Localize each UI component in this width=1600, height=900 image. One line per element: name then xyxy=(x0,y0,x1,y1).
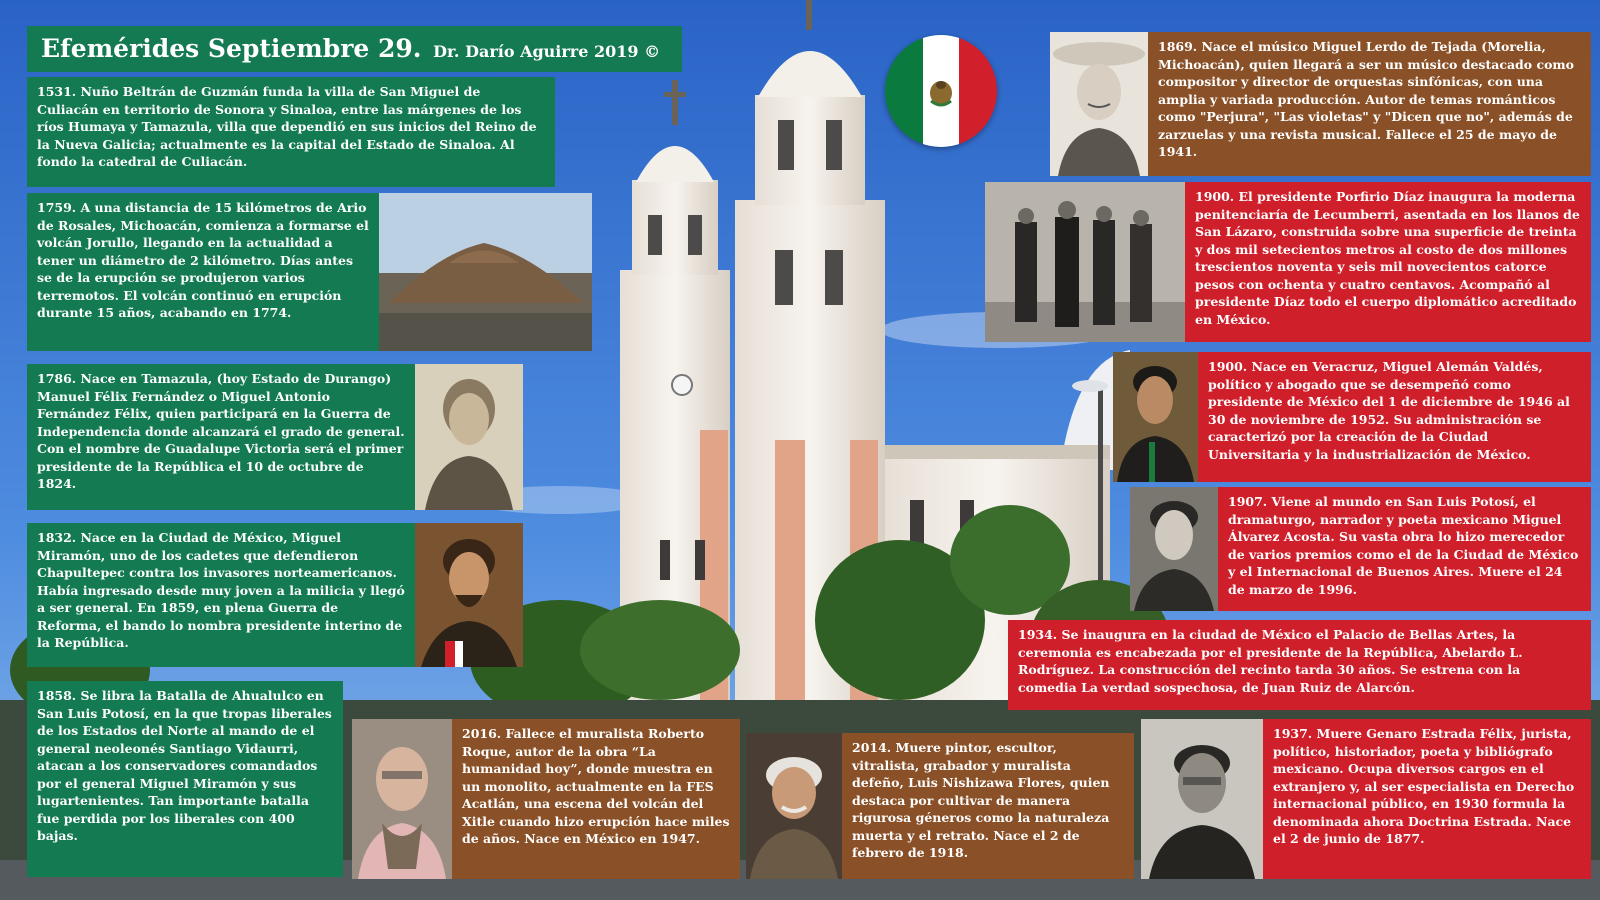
event-text: 1858. Se libra la Batalla de Ahualulco en San Luis Potosí, en la que tropas liberales de los Estados del Norte al mando de el general neoleonés Santiago Vidaurri, atacan a los conservadores comandados por el general Miguel Miramón y sus lugartenientes. Tan importante batalla fue perdida por los liberales con 400 bajas. xyxy=(37,688,332,843)
event-text: 1832. Nace en la Ciudad de México, Miguel Miramón, uno de los cadetes que defendieron Chapultepec contra los invasores norteamericanos. Había ingresado desde muy joven a la milicia y llegó a ser general. En 1859, en plena Guerra de Reforma, el bando lo nombra presidente interino de la República. xyxy=(37,530,405,650)
porfirio-diaz-lecumberri-photo xyxy=(985,182,1185,342)
event-1832 xyxy=(27,523,415,667)
event-2014 xyxy=(842,733,1134,879)
title-text: Efemérides Septiembre 29. xyxy=(41,34,422,63)
event-1900-aleman xyxy=(1198,352,1591,482)
event-1937 xyxy=(1263,719,1591,879)
miguel-lerdo-de-tejada-portrait xyxy=(1050,32,1148,176)
guadalupe-victoria-portrait xyxy=(415,364,523,510)
mexican-flag-icon xyxy=(885,35,997,147)
event-text: 1531. Nuño Beltrán de Guzmán funda la villa de San Miguel de Culiacán en territorio de Sonora y Sinaloa, entre las márgenes de los ríos Humaya y Tamazula, villa que dependió en sus inicios del Reino de la Nueva Galicia; actualmente es la capital del Estado de Sinaloa. Al fondo la catedral de Culiacán. xyxy=(37,84,537,169)
event-1869 xyxy=(1148,32,1591,176)
event-text: 1937. Muere Genaro Estrada Félix, jurista, político, historiador, poeta y bibliógrafo mexicano. Ocupa diversos cargos en el extranjero y, al ser especialista en Derecho internacional público, en 1930 formula la denominada ahora Doctrina Estrada. Nace el 2 de junio de 1877. xyxy=(1273,726,1575,846)
page-title xyxy=(27,26,682,72)
volcano-jorullo-photo xyxy=(379,193,592,351)
miguel-miramon-portrait xyxy=(415,523,523,667)
author-credit: Dr. Darío Aguirre 2019 © xyxy=(433,42,661,61)
event-1786 xyxy=(27,364,415,510)
event-1907 xyxy=(1218,487,1591,611)
event-text: 1900. Nace en Veracruz, Miguel Alemán Valdés, político y abogado que se desempeñó como presidente de México del 1 de diciembre de 1946 al 30 de noviembre de 1952. Su administración se caracterizó por la creación de la Ciudad Universitaria y la industrialización de México. xyxy=(1208,359,1570,462)
miguel-aleman-portrait xyxy=(1113,352,1198,482)
event-text: 1934. Se inaugura en la ciudad de México el Palacio de Bellas Artes, la ceremonia es encabezada por el presidente de la República, Abelardo L. Rodríguez. La construcción del recinto tarda 30 años. Se estrena con la comedia La verdad sospechosa, de Juan Ruiz de Alarcón. xyxy=(1018,627,1523,695)
genaro-estrada-portrait xyxy=(1141,719,1263,879)
event-1858 xyxy=(27,681,343,877)
event-1759 xyxy=(27,193,379,351)
event-text: 1900. El presidente Porfirio Díaz inaugura la moderna penitenciaría de Lecumberri, asentada en los llanos de San Lázaro, construida sobre una superficie de treinta y dos mil setecientos metros al costo de dos millones trescientos noventa y seis mil novecientos catorce pesos con ochenta y cuatro centavos. Acompañó al presidente Díaz todo el cuerpo diplomático acreditado en México. xyxy=(1195,189,1580,327)
event-text: 2014. Muere pintor, escultor, vitralista, grabador y muralista defeño, Luis Nishizawa Flores, quien destaca por cultivar de manera rigurosa géneros como la naturaleza muerta y el retrato. Nace el 2 de febrero de 1918. xyxy=(852,740,1110,860)
event-2016 xyxy=(452,719,740,879)
event-1900-lecumberri xyxy=(1185,182,1591,342)
event-text: 1907. Viene al mundo en San Luis Potosí, el dramaturgo, narrador y poeta mexicano Miguel Álvarez Acosta. Su vasta obra lo hizo merecedor de varios premios como el de la Ciudad de México y el Internacional de Buenos Aires. Muere el 24 de marzo de 1996. xyxy=(1228,494,1579,597)
event-1531 xyxy=(27,77,555,187)
luis-nishizawa-photo xyxy=(746,733,842,879)
event-1934 xyxy=(1008,620,1591,710)
miguel-alvarez-acosta-portrait xyxy=(1130,487,1218,611)
event-text: 2016. Fallece el muralista Roberto Roque, autor de la obra “La humanidad hoy”, donde muestra en un monolito, actualmente en la FES Acatlán, una escena del volcán del Xitle cuando hizo erupción hace miles de años. Nace en México en 1947. xyxy=(462,726,730,846)
event-text: 1759. A una distancia de 15 kilómetros de Ario de Rosales, Michoacán, comienza a formarse el volcán Jorullo, llegando en la actualidad a tener un diámetro de 2 kilómetro. Días antes se de la erupción se produjeron varios terremotos. El volcán continuó en erupción durante 15 años, acabando en 1774. xyxy=(37,200,369,320)
event-text: 1786. Nace en Tamazula, (hoy Estado de Durango) Manuel Félix Fernández o Miguel Antonio Fernández Félix, quien participará en la Guerra de Independencia donde alcanzará el grado de general. Con el nombre de Guadalupe Victoria será el primer presidente de la República el 10 de octubre de 1824. xyxy=(37,371,405,491)
roberto-roque-photo xyxy=(352,719,452,879)
event-text: 1869. Nace el músico Miguel Lerdo de Tejada (Morelia, Michoacán), quien llegará a ser un músico destacado como compositor y director de orquestas sinfónicas, con una amplia y variada producción. Autor de temas románticos como "Perjura", "Las violetas" y "Dicen que no", además de zarzuelas y una revista musical. Fallece el 25 de mayo de 1941. xyxy=(1158,39,1574,159)
